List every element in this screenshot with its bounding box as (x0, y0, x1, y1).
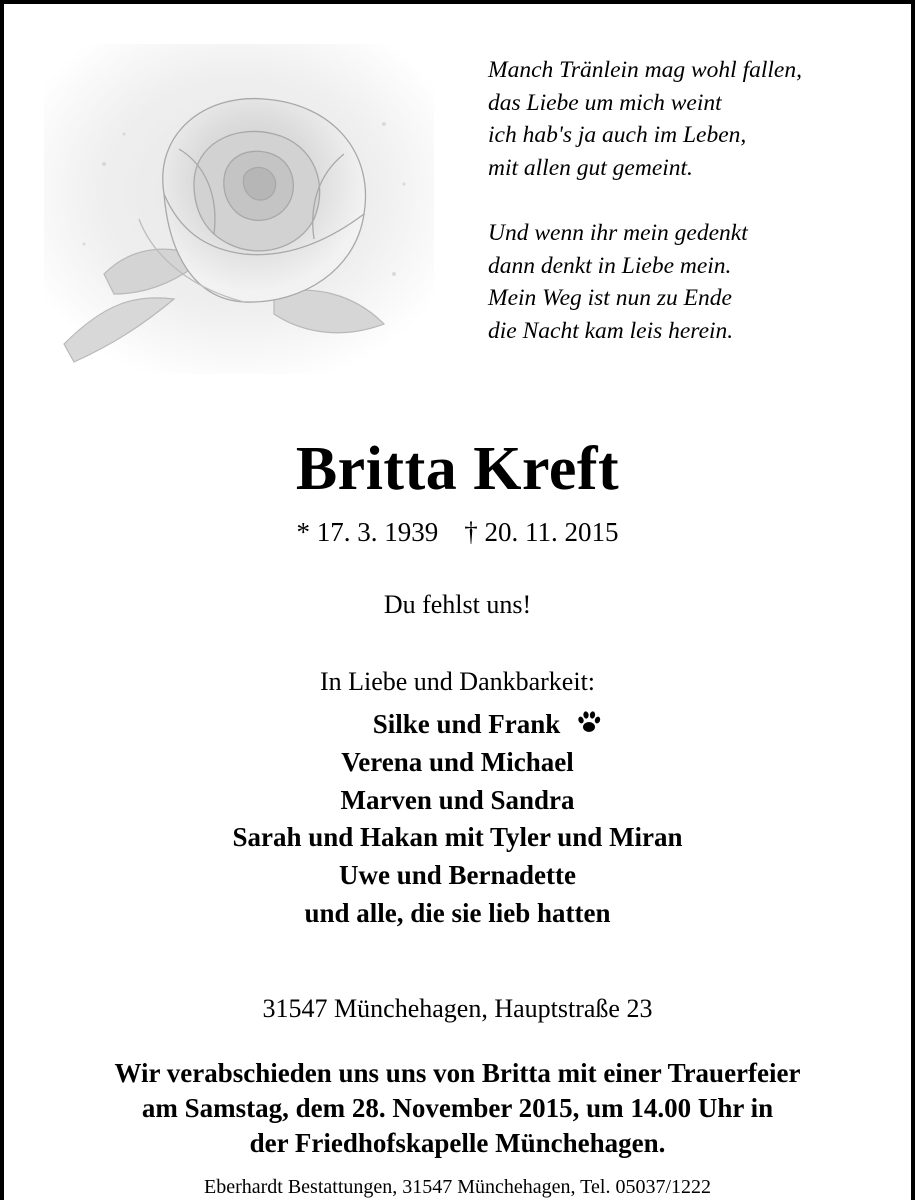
poem-line: Mein Weg ist nun zu Ende (488, 285, 732, 311)
mourner-line: Verena und Michael (341, 746, 574, 777)
gratitude-heading: In Liebe und Dankbarkeit: (319, 667, 596, 696)
ceremony-line: der Friedhofskapelle Münchehagen. (249, 1128, 666, 1158)
farewell-message: Du fehlst uns! (383, 590, 532, 619)
mourner-line: und alle, die sie lieb hatten (304, 897, 611, 928)
poem-line: Und wenn ihr mein gedenkt (488, 220, 748, 246)
deceased-name: Britta Kreft (295, 435, 620, 503)
poem-stanza-1 (488, 54, 802, 184)
poem-line: das Liebe um mich weint (488, 89, 722, 116)
mourners-list (4, 706, 911, 933)
poem-line: dann denkt in Liebe mein. (488, 252, 732, 279)
mourner-line: Uwe und Bernadette (339, 860, 576, 891)
ceremony-line: am Samstag, dem 28. November 2015, um 14.00 Uhr in (141, 1093, 774, 1123)
poem-stanza-2 (488, 217, 802, 347)
mourner-line: Sarah und Hakan mit Tyler und Miran (232, 822, 683, 853)
death-date: † 20. 11. 2015 (464, 517, 619, 547)
ceremony-line: Wir verabschieden uns uns von Britta mit einer Trauerfeier (114, 1058, 801, 1088)
poem-line: ich hab's ja auch im Leben, (488, 122, 747, 148)
memorial-poem (488, 54, 802, 347)
family-address: 31547 Münchehagen, Hauptstraße 23 (262, 994, 653, 1023)
poem-line: Manch Tränlein mag wohl fallen, (488, 57, 802, 83)
life-dates (4, 515, 911, 549)
funeral-announcement (4, 1056, 911, 1161)
mourner-line (34, 706, 915, 744)
rose-illustration (44, 44, 434, 374)
paw-print-icon (576, 709, 602, 735)
birth-date: * 17. 3. 1939 (296, 517, 439, 547)
poem-line: die Nacht kam leis herein. (488, 317, 734, 344)
mourner-line: Marven und Sandra (340, 784, 575, 815)
poem-line: mit allen gut gemeint. (488, 154, 693, 181)
mourner-name: Silke und Frank (372, 709, 561, 739)
funeral-home-info: Eberhardt Bestattungen, 31547 Münchehagen, Tel. 05037/1222 (203, 1176, 711, 1198)
